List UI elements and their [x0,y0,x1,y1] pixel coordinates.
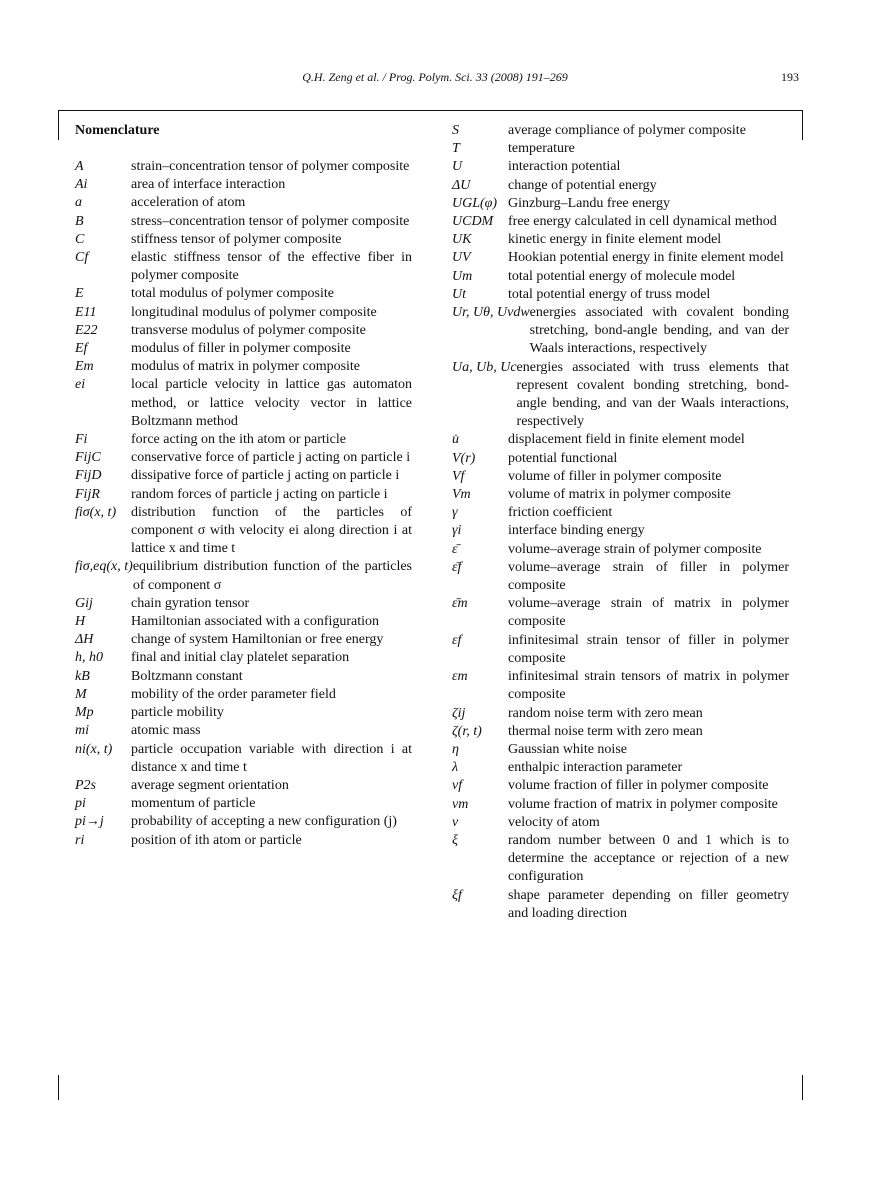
nomenclature-symbol: Ua, Ub, Uc [452,359,517,375]
nomenclature-entry [75,613,412,631]
nomenclature-entry [452,777,789,795]
nomenclature-symbol: Fi [75,432,88,448]
nomenclature-entry [452,213,789,231]
nomenclature-entry [452,158,789,176]
nomenclature-entry [75,358,412,376]
nomenclature-symbol: ei [75,377,86,393]
nomenclature-entry [452,796,789,814]
nomenclature-entry [75,376,412,431]
nomenclature-entry [75,631,412,649]
nomenclature-description: position of ith atom or particle [131,832,302,848]
nomenclature-description: interface binding energy [508,523,645,539]
nomenclature-symbol: Vf [452,468,465,484]
nomenclature-entry [452,304,789,359]
nomenclature-entry [452,177,789,195]
nomenclature-symbol: UGL(φ) [452,195,498,211]
nomenclature-right-column [452,122,789,923]
nomenclature-description: momentum of particle [131,796,256,812]
nomenclature-entry [452,522,789,540]
nomenclature-entry [75,213,412,231]
nomenclature-entry [452,814,789,832]
nomenclature-symbol: vm [452,796,469,812]
nomenclature-description: local particle velocity in lattice gas automaton method, or lattice velocity vector in lattice Boltzmann method [131,377,412,429]
nomenclature-symbol: E [75,286,84,302]
nomenclature-symbol: S [452,123,459,138]
nomenclature-description: volume fraction of filler in polymer composite [508,778,769,794]
nomenclature-symbol: UV [452,250,471,266]
nomenclature-symbol: B [75,213,84,229]
nomenclature-entry [452,504,789,522]
nomenclature-right-list [452,122,789,923]
nomenclature-entry [452,559,789,595]
nomenclature-description: free energy calculated in cell dynamical method [508,214,777,230]
nomenclature-entry [452,632,789,668]
nomenclature-symbol: Gij [75,595,93,611]
nomenclature-description: change of system Hamiltonian or free energy [131,632,384,648]
nomenclature-symbol: H [75,614,86,630]
nomenclature-symbol: M [75,686,87,702]
nomenclature-symbol: ζ(r, t) [452,723,482,739]
nomenclature-entry [75,595,412,613]
nomenclature-entry [452,231,789,249]
nomenclature-title: Nomenclature [75,123,160,138]
nomenclature-description: kinetic energy in finite element model [508,232,722,248]
nomenclature-symbol: T [452,141,460,157]
nomenclature-description: temperature [508,141,575,157]
nomenclature-description: conservative force of particle j acting on particle i [131,450,411,466]
nomenclature-description: energies associated with truss elements that represent covalent bonding stretching, bond-angle bending, and van der Waals interactions, respectively [516,359,789,430]
nomenclature-symbol: γi [452,523,462,539]
nomenclature-symbol: ξ [452,832,458,848]
nomenclature-entry [75,449,412,467]
nomenclature-symbol: A [75,159,84,174]
nomenclature-symbol: Vm [452,487,471,503]
nomenclature-entry [452,668,789,704]
nomenclature-description: total potential energy of truss model [508,286,711,302]
nomenclature-symbol: h, h0 [75,650,103,666]
nomenclature-symbol: a [75,195,82,211]
nomenclature-symbol: vf [452,778,463,794]
nomenclature-description: transverse modulus of polymer composite [131,322,366,338]
nomenclature-symbol: ΔU [452,177,471,193]
box-top-rule [58,110,803,111]
nomenclature-description: volume of filler in polymer composite [508,468,722,484]
nomenclature-description: infinitesimal strain tensor of filler in polymer composite [508,632,789,666]
nomenclature-description: acceleration of atom [131,195,246,211]
nomenclature-entry [75,777,412,795]
nomenclature-entry [452,759,789,777]
nomenclature-description: random forces of particle j acting on particle i [131,486,388,502]
nomenclature-description: strain–concentration tensor of polymer composite [131,159,410,174]
nomenclature-symbol: Um [452,268,473,284]
nomenclature-description: modulus of filler in polymer composite [131,341,351,357]
nomenclature-entry [75,704,412,722]
nomenclature-description: area of interface interaction [131,177,286,193]
nomenclature-description: total modulus of polymer composite [131,286,334,302]
nomenclature-entry [452,705,789,723]
journal-citation: Q.H. Zeng et al. / Prog. Polym. Sci. 33 (2008) 191–269 [302,70,568,84]
nomenclature-symbol: UK [452,232,472,248]
nomenclature-left-column [75,122,412,850]
nomenclature-description: enthalpic interaction parameter [508,760,683,776]
nomenclature-entry [75,722,412,740]
nomenclature-symbol: γ [452,505,458,521]
nomenclature-symbol: kB [75,668,90,684]
nomenclature-entry [75,176,412,194]
nomenclature-symbol: u̇ [452,432,459,448]
nomenclature-entry [452,268,789,286]
nomenclature-description: dissipative force of particle j acting on particle i [131,468,400,484]
nomenclature-description: random noise term with zero mean [508,705,703,721]
nomenclature-entry [452,195,789,213]
nomenclature-entry [452,541,789,559]
box-left-tick-bottom [58,1075,59,1100]
nomenclature-entry [75,649,412,667]
nomenclature-entry [452,431,789,449]
nomenclature-symbol: ξf [452,887,462,903]
nomenclature-symbol: P2s [75,777,96,793]
nomenclature-symbol: ε̄m [452,596,468,612]
nomenclature-entry [75,504,412,559]
nomenclature-entry [75,158,412,176]
nomenclature-description: volume–average strain of filler in polymer composite [508,559,789,594]
nomenclature-symbol: fiσ,eq(x, t) [75,559,133,575]
nomenclature-entry [75,231,412,249]
nomenclature-description: particle mobility [131,705,224,721]
nomenclature-entry [75,486,412,504]
nomenclature-description: final and initial clay platelet separation [131,650,350,666]
nomenclature-entry [452,887,789,923]
nomenclature-description: random number between 0 and 1 which is to determine the acceptance or rejection of a new configuration [508,832,789,885]
nomenclature-symbol: pi [75,796,86,812]
box-right-tick-bottom [802,1075,803,1100]
nomenclature-symbol: ε̄ [452,541,458,557]
nomenclature-entry [452,486,789,504]
nomenclature-entry [452,741,789,759]
nomenclature-description: Gaussian white noise [508,741,627,757]
nomenclature-description: volume–average strain of matrix in polymer composite [508,596,789,630]
nomenclature-description: volume fraction of matrix in polymer composite [508,796,778,812]
nomenclature-entry [75,832,412,850]
nomenclature-entry [75,795,412,813]
nomenclature-symbol: ΔH [75,632,94,648]
nomenclature-symbol: v [452,814,459,830]
nomenclature-symbol: FijC [75,450,101,466]
nomenclature-description: change of potential energy [508,177,657,193]
nomenclature-description: average compliance of polymer composite [508,123,746,138]
nomenclature-symbol: E22 [75,322,98,338]
nomenclature-symbol: λ [452,760,459,776]
nomenclature-symbol: εm [452,669,468,685]
nomenclature-symbol: mi [75,723,89,739]
nomenclature-entry [75,285,412,303]
nomenclature-description: thermal noise term with zero mean [508,723,703,739]
nomenclature-symbol: ε̄f [452,559,462,575]
nomenclature-entry [75,322,412,340]
nomenclature-description: volume of matrix in polymer composite [508,487,731,503]
nomenclature-description: elastic stiffness tensor of the effective fiber in polymer composite [131,250,412,284]
nomenclature-entry [452,249,789,267]
nomenclature-symbol: Cf [75,250,89,266]
nomenclature-left-list [75,158,412,850]
nomenclature-description: particle occupation variable with direction i at distance x and time t [131,741,412,775]
nomenclature-entry [452,286,789,304]
nomenclature-description: distribution function of the particles of component σ with velocity ei along direction i at lattice x and time t [131,504,412,557]
nomenclature-description: potential functional [508,450,618,466]
nomenclature-description: friction coefficient [508,505,613,521]
nomenclature-description: longitudinal modulus of polymer composite [131,304,377,320]
page-number: 193 [781,70,799,84]
nomenclature-symbol: ri [75,832,85,848]
nomenclature-entry [75,304,412,322]
nomenclature-description: atomic mass [131,723,201,739]
nomenclature-description: chain gyration tensor [131,595,250,611]
nomenclature-description: Hamiltonian associated with a configuration [131,614,380,630]
nomenclature-symbol: Ut [452,286,466,302]
nomenclature-symbol: U [452,159,463,175]
nomenclature-description: modulus of matrix in polymer composite [131,359,361,375]
nomenclature-entry [75,813,412,831]
nomenclature-description: velocity of atom [508,814,600,830]
nomenclature-entry [75,741,412,777]
nomenclature-symbol: Em [75,359,94,375]
nomenclature-description: force acting on the ith atom or particle [131,432,346,448]
nomenclature-entry [75,668,412,686]
nomenclature-description: volume–average strain of polymer composite [508,541,762,557]
nomenclature-entry [452,140,789,158]
nomenclature-entry [452,723,789,741]
nomenclature-description: interaction potential [508,159,621,175]
nomenclature-symbol: Ai [75,177,88,193]
nomenclature-description: Hookian potential energy in finite element model [508,250,784,266]
nomenclature-entry [75,249,412,285]
nomenclature-entry [75,467,412,485]
nomenclature-description: shape parameter depending on filler geometry and loading direction [508,887,789,921]
nomenclature-description: Ginzburg–Landu free energy [508,195,670,211]
nomenclature-symbol: Mp [75,705,94,721]
nomenclature-symbol: C [75,231,85,247]
nomenclature-entry [452,450,789,468]
nomenclature-entry [452,359,789,432]
nomenclature-symbol: V(r) [452,450,476,466]
nomenclature-entry [452,832,789,887]
nomenclature-entry [75,558,412,594]
nomenclature-description: probability of accepting a new configuration (j) [131,814,397,830]
nomenclature-entry [75,431,412,449]
nomenclature-description: infinitesimal strain tensors of matrix in polymer composite [508,669,789,703]
nomenclature-symbol: Ur, Uθ, Uvdw [452,305,530,321]
nomenclature-entry [75,686,412,704]
nomenclature-description: stiffness tensor of polymer composite [131,231,342,247]
nomenclature-entry [75,340,412,358]
nomenclature-description: average segment orientation [131,777,289,793]
nomenclature-symbol: Ef [75,341,88,357]
box-right-tick-top [802,110,803,140]
nomenclature-symbol: FijD [75,468,102,484]
nomenclature-description: total potential energy of molecule model [508,268,736,284]
nomenclature-description: Boltzmann constant [131,668,243,684]
nomenclature-symbol: ni(x, t) [75,741,113,757]
nomenclature-symbol: UCDM [452,214,494,230]
nomenclature-entry [452,595,789,631]
nomenclature-symbol: ζij [452,705,466,721]
nomenclature-symbol: εf [452,632,462,648]
box-left-tick-top [58,110,59,140]
nomenclature-description: stress–concentration tensor of polymer composite [131,213,410,229]
nomenclature-symbol: fiσ(x, t) [75,504,117,520]
nomenclature-description: equilibrium distribution function of the particles of component σ [132,559,412,593]
nomenclature-entry [75,194,412,212]
nomenclature-symbol: FijR [75,486,100,502]
nomenclature-description: mobility of the order parameter field [131,686,336,702]
nomenclature-symbol: pi→j [75,814,104,830]
nomenclature-description: energies associated with covalent bonding stretching, bond-angle bending, and van der Waals interactions, respectively [529,305,789,357]
nomenclature-symbol: η [452,741,459,757]
nomenclature-entry [452,122,789,140]
nomenclature-symbol: E11 [75,304,97,320]
nomenclature-entry [452,468,789,486]
nomenclature-description: displacement field in finite element model [508,432,745,448]
